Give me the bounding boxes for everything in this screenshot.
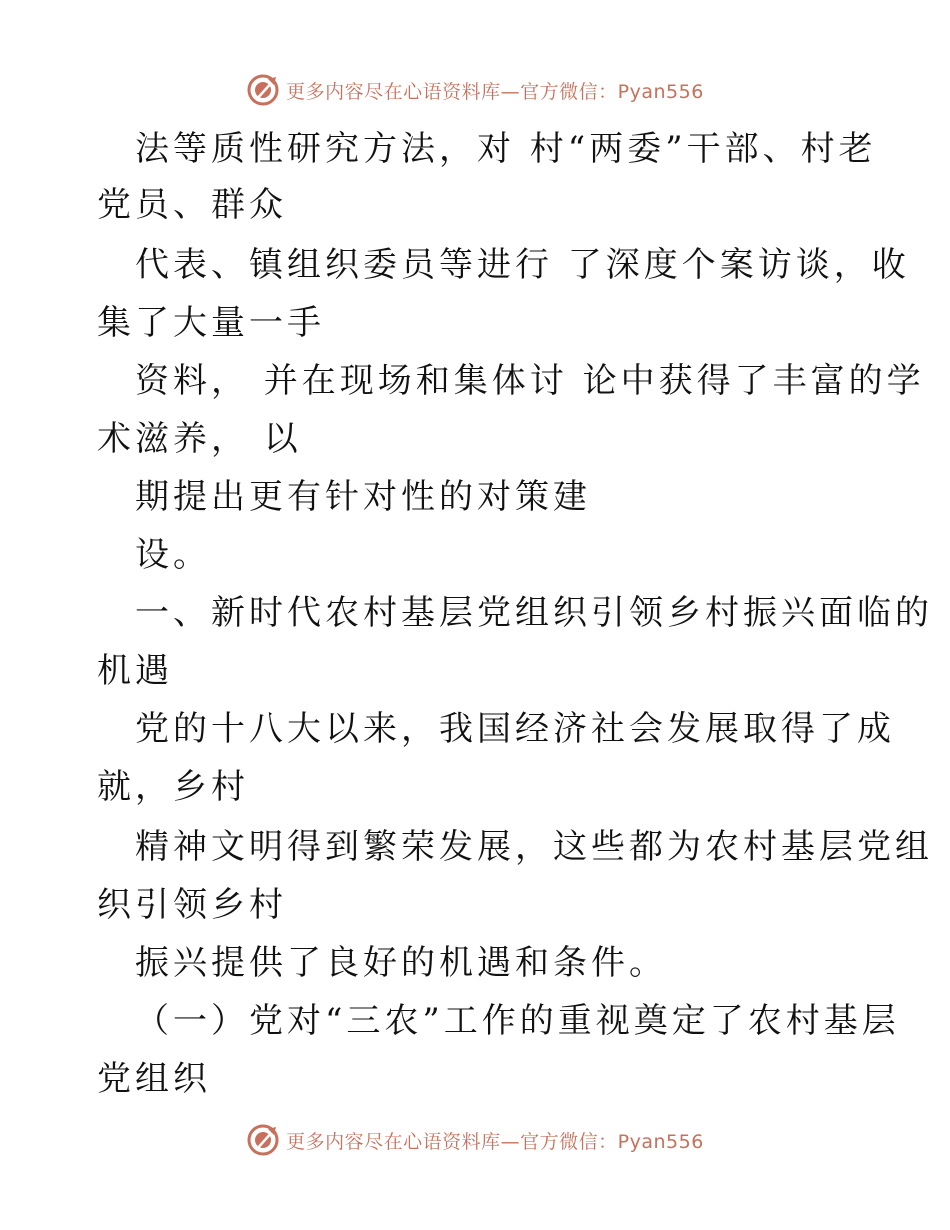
paragraph-line: 代表、镇组织委员等进行 了深度个案访谈，收	[135, 245, 910, 285]
paragraph-line: 就，乡村	[97, 767, 249, 807]
quill-seal-logo-icon	[246, 73, 280, 107]
section-heading: 一、新时代农村基层党组织引领乡村振兴面临的	[135, 593, 933, 633]
paragraph-line: 振兴提供了良好的机遇和条件。	[135, 943, 667, 983]
subsection-heading: （一）党对“三农”工作的重视奠定了农村基层	[135, 1001, 900, 1041]
paragraph-line: 精神文明得到繁荣发展，这些都为农村基层党组	[135, 827, 933, 867]
paragraph-line: 党员、群众	[97, 185, 287, 225]
paragraph-line: 党的十八大以来，我国经济社会发展取得了成	[135, 709, 895, 749]
watermark-text: 更多内容尽在心语资料库—官方微信：Pyan556	[286, 1130, 704, 1153]
section-heading: 机遇	[97, 651, 173, 691]
paragraph-line: 资料， 并在现场和集体讨 论中获得了丰富的学	[135, 361, 925, 401]
paragraph-line: 法等质性研究方法，对 村“两委”干部、村老	[135, 129, 877, 169]
footer-watermark-banner	[0, 1120, 950, 1160]
paragraph-line: 术滋养， 以	[97, 419, 302, 459]
quill-seal-logo-icon	[246, 1123, 280, 1157]
subsection-heading: 党组织	[97, 1059, 211, 1099]
paragraph-line: 设。	[135, 535, 211, 575]
paragraph-line: 集了大量一手	[97, 303, 325, 343]
watermark-text: 更多内容尽在心语资料库—官方微信：Pyan556	[286, 80, 704, 103]
paragraph-line: 期提出更有针对性的对策建	[135, 477, 591, 517]
paragraph-line: 织引领乡村	[97, 885, 287, 925]
header-watermark-banner	[0, 70, 950, 110]
